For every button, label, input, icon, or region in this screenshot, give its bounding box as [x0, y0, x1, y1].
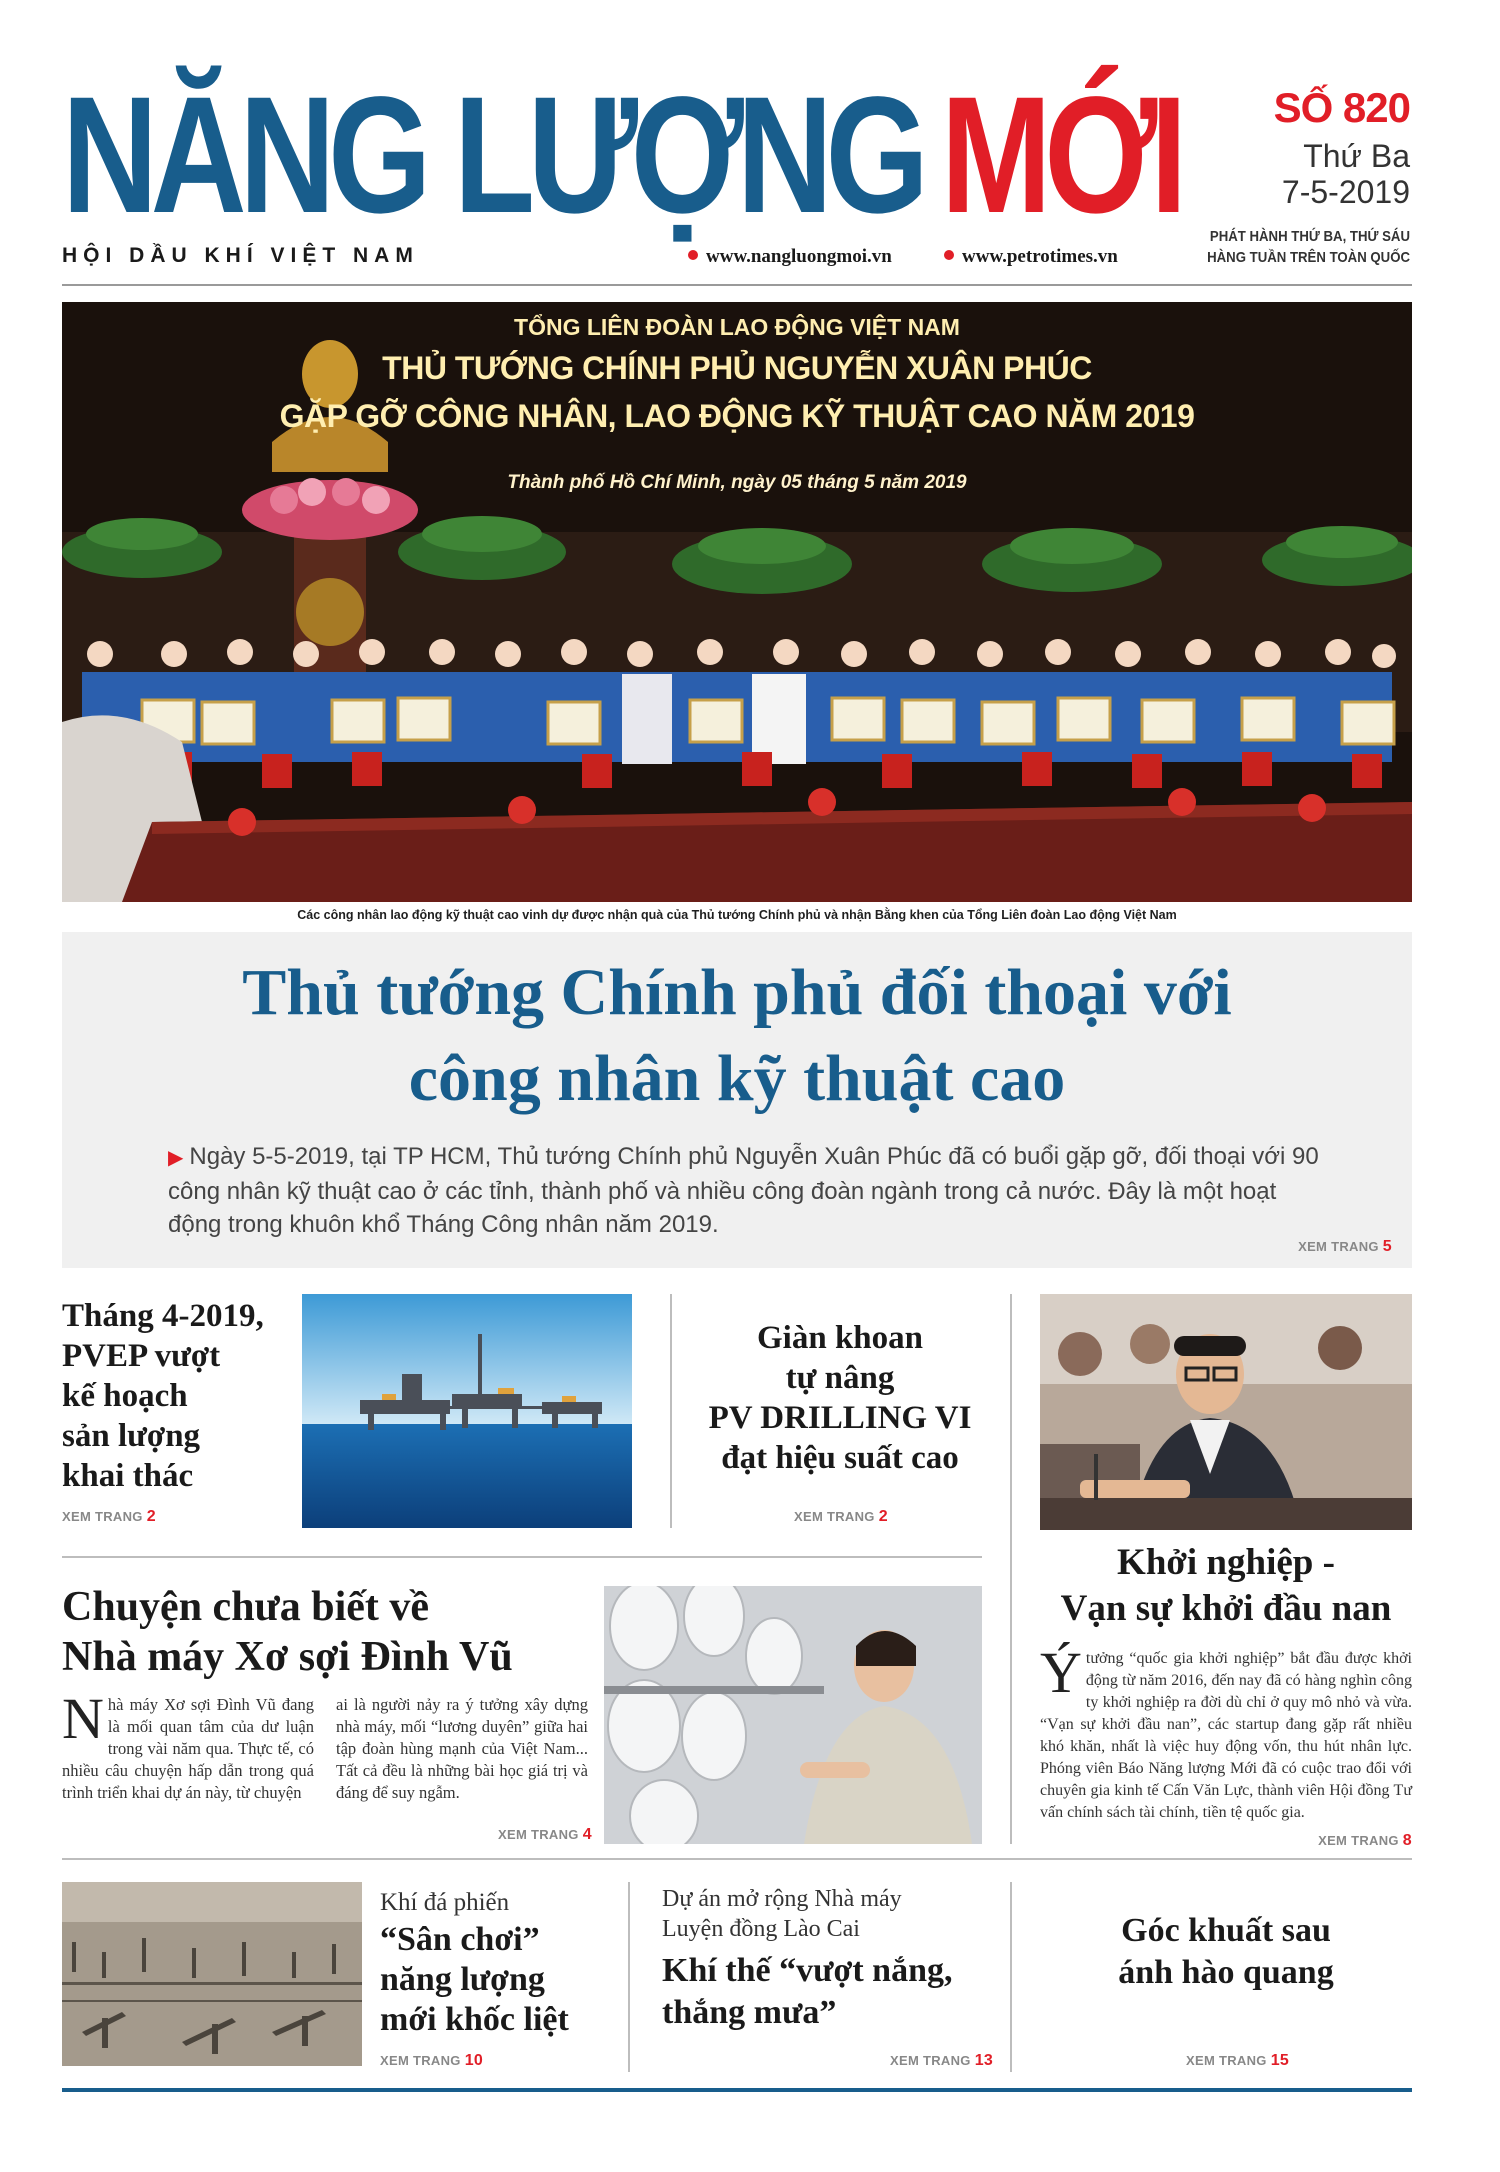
- column-divider: [670, 1294, 672, 1528]
- fiber-body-col-1: Nhà máy Xơ sợi Đình Vũ đang là mối quan tâm của dư luận trong vài năm qua. Thực tế, có nhiều câu chuyện hấp dẫn trong quá trình triển khai dự án này, từ chuyện: [62, 1686, 314, 1802]
- startup-headline[interactable]: Khởi nghiệp - Vạn sự khởi đầu nan: [1060, 1542, 1392, 1629]
- speaker-illustration: [1040, 1294, 1412, 1530]
- column-divider: [1010, 1882, 1012, 2072]
- bullet-icon: [688, 250, 698, 260]
- offshore-platform-illustration: [302, 1294, 632, 1528]
- masthead-subtitle: HỘI DẦU KHÍ VIỆT NAM: [62, 244, 419, 267]
- publication-schedule: PHÁT HÀNH THỨ BA, THỨ SÁU HÀNG TUẦN TRÊN TOÀN QUỐC: [1207, 228, 1410, 266]
- pvep-headline[interactable]: Tháng 4-2019, PVEP vượt kế hoạch sản lượng khai thác: [62, 1298, 264, 1494]
- issue-date: 7-5-2019: [1281, 174, 1410, 210]
- hero-photo[interactable]: [62, 302, 1412, 902]
- website-link-petrotimes[interactable]: www.petrotimes.vn: [944, 246, 1118, 268]
- shale-kicker: Khí đá phiến: [380, 1889, 510, 1916]
- drilling-headline[interactable]: Giàn khoan tự nâng PV DRILLING VI đạt hiệu suất cao: [708, 1320, 972, 1476]
- startup-see-page-link[interactable]: XEM TRANG 8: [1318, 1832, 1412, 1849]
- fiber-factory-photo[interactable]: [604, 1586, 982, 1844]
- masthead-title-red: MỚI: [940, 63, 1181, 248]
- section-divider: [62, 1556, 982, 1558]
- fiber-see-page-link[interactable]: XEM TRANG 4: [498, 1826, 592, 1843]
- footer-rule: [62, 2088, 1412, 2092]
- issue-number: SỐ 820: [1273, 84, 1410, 131]
- offshore-platform-photo[interactable]: [302, 1294, 632, 1528]
- startup-body: Ýtưởng “quốc gia khởi nghiệp” bắt đầu được khởi động từ năm 2016, đến nay đã có hàng nghìn công ty khởi nghiệp ra đời dù chỉ ở quy mô nhỏ và vừa. “Vạn sự khởi đầu nan”, các startup đang gặp rất nhiều khó khăn, nhất là việc huy động vốn, thu hút nhân lực. Phóng viên Báo Năng lượng Mới đã có cuộc trao đổi với chuyên gia kinh tế Cấn Văn Lực, thành viên Hội đồng Tư vấn chính sách tài chính, tiền tệ quốc gia.: [1040, 1640, 1412, 1821]
- bullet-icon: [944, 250, 954, 260]
- lead-summary: ▶ Ngày 5-5-2019, tại TP HCM, Thủ tướng Chính phủ Nguyễn Xuân Phúc đã có buổi gặp gỡ, đối thoại với 90 công nhân kỹ thuật cao ở các tỉnh, thành phố và nhiều công đoàn ngành trong cả nước. Đây là một hoạt động trong khuôn khổ Tháng Công nhân năm 2019.: [168, 1143, 1319, 1238]
- issue-weekday: Thứ Ba: [1303, 138, 1410, 174]
- copper-see-page-link[interactable]: XEM TRANG 13: [890, 2052, 994, 2069]
- oil-field-illustration: [62, 1882, 362, 2066]
- hero-caption: Các công nhân lao động kỹ thuật cao vinh dự được nhận quà của Thủ tướng Chính phủ và nhận Bằng khen của Tổng Liên đoàn Lao động Việt Nam: [297, 908, 1177, 922]
- hero-banner-dateline: Thành phố Hồ Chí Minh, ngày 05 tháng 5 năm 2019: [507, 472, 967, 493]
- play-arrow-icon: ▶: [168, 1147, 184, 1169]
- lead-story[interactable]: [62, 932, 1412, 1268]
- fiber-body-col-2: ai là người nảy ra ý tưởng xây dựng nhà máy, mối “lương duyên” giữa hai tập đoàn hùng mạnh của Việt Nam... Tất cả đều là những bài học giá trị và đáng để suy ngẫm.: [336, 1695, 588, 1802]
- masthead-title-blue: NĂNG LƯỢNG: [62, 63, 922, 248]
- oil-field-photo[interactable]: [62, 1882, 362, 2066]
- masthead-logo[interactable]: [62, 63, 1181, 248]
- hero-photo-illustration: [62, 302, 1412, 902]
- copper-kicker: Dự án mở rộng Nhà máy Luyện đồng Lào Cai: [662, 1886, 902, 1942]
- startup-dropcap: Ý: [1040, 1640, 1082, 1705]
- lead-headline[interactable]: Thủ tướng Chính phủ đối thoại với công nhân kỹ thuật cao: [242, 956, 1232, 1115]
- drilling-see-page-link[interactable]: XEM TRANG 2: [794, 1508, 888, 1525]
- lead-see-page-link[interactable]: XEM TRANG 5: [1298, 1238, 1392, 1255]
- shadow-headline[interactable]: Góc khuất sau ánh hào quang: [1118, 1912, 1334, 1991]
- hero-banner-title-1: THỦ TƯỚNG CHÍNH PHỦ NGUYỄN XUÂN PHÚC: [382, 350, 1092, 386]
- startup-expert-photo[interactable]: [1040, 1294, 1412, 1530]
- section-divider: [62, 1858, 1412, 1860]
- shale-headline[interactable]: “Sân chơi” năng lượng mới khốc liệt: [380, 1921, 569, 2038]
- fiber-dropcap: N: [62, 1686, 104, 1751]
- hero-banner-organization: TỔNG LIÊN ĐOÀN LAO ĐỘNG VIỆT NAM: [514, 314, 960, 340]
- hero-banner-title-2: GẶP GỠ CÔNG NHÂN, LAO ĐỘNG KỸ THUẬT CAO NĂM 2019: [279, 398, 1195, 434]
- shale-see-page-link[interactable]: XEM TRANG 10: [380, 2052, 484, 2069]
- fiber-headline[interactable]: Chuyện chưa biết về Nhà máy Xơ sợi Đình Vũ: [62, 1584, 513, 1680]
- website-link-nangluongmoi[interactable]: www.nangluongmoi.vn: [688, 246, 892, 268]
- column-divider: [628, 1882, 630, 2072]
- masthead-divider: [62, 284, 1412, 286]
- copper-headline[interactable]: Khí thế “vượt nắng, thắng mưa”: [662, 1952, 953, 2031]
- shale-story[interactable]: [380, 1888, 590, 2040]
- column-divider: [1010, 1294, 1012, 1844]
- copper-story[interactable]: [662, 1884, 992, 2034]
- shadow-see-page-link[interactable]: XEM TRANG 15: [1186, 2052, 1290, 2069]
- pvep-see-page-link[interactable]: XEM TRANG 2: [62, 1508, 156, 1525]
- fiber-worker-illustration: [604, 1586, 982, 1844]
